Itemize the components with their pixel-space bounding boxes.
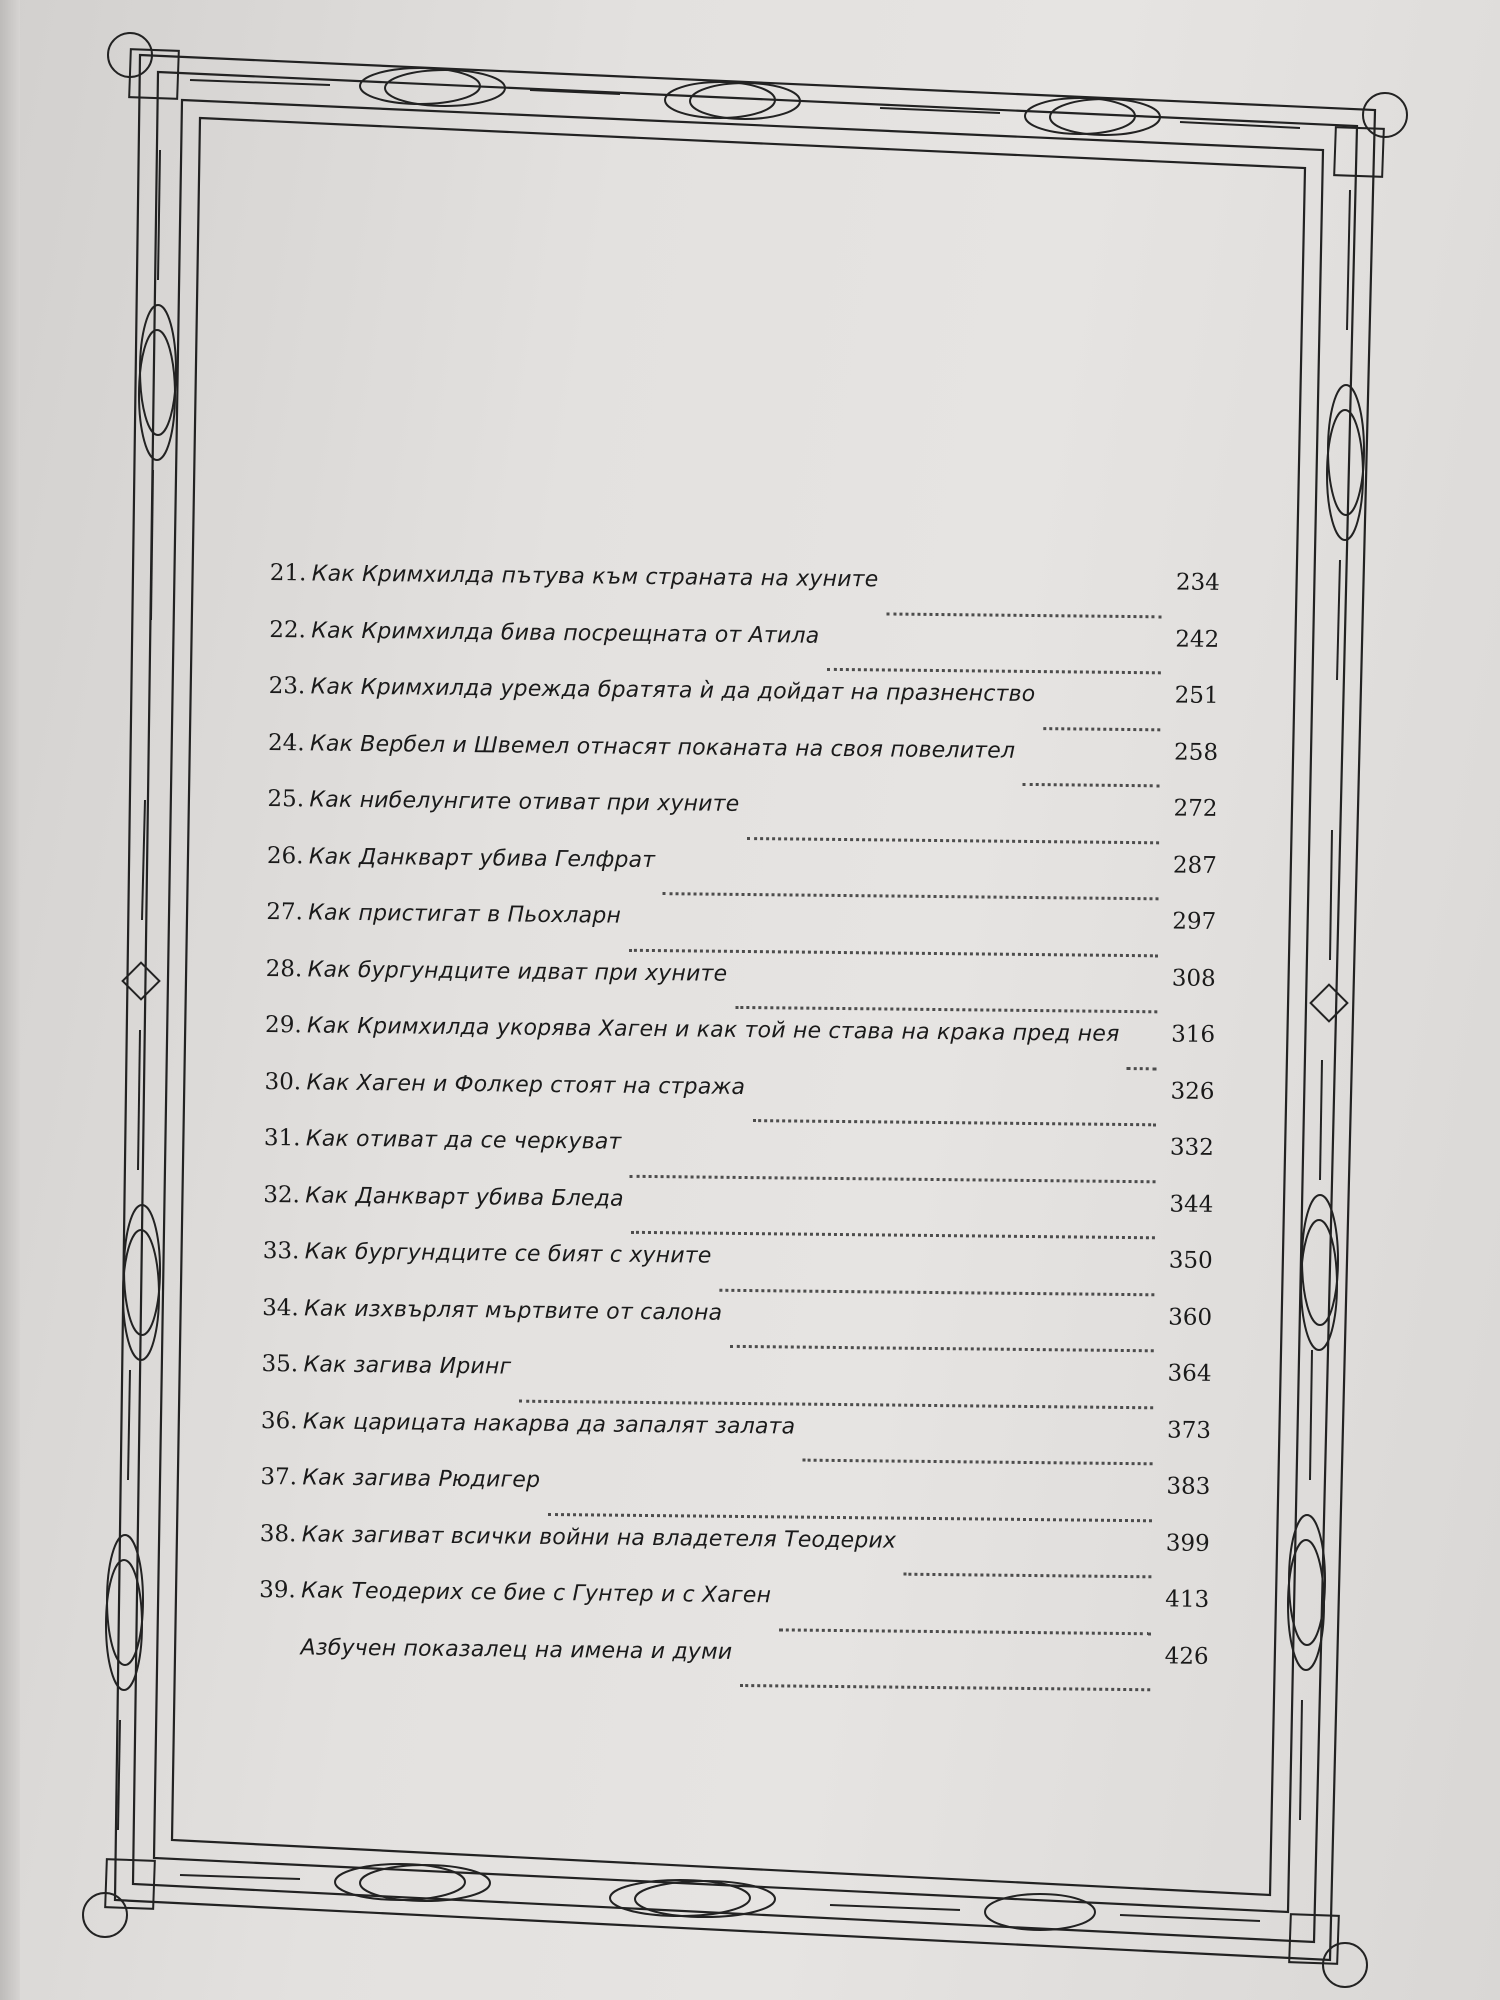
dot-leader	[663, 891, 1159, 900]
toc-entry	[259, 1520, 1210, 1586]
dot-leader	[747, 836, 1159, 844]
index-title: Азбучен показалец на имена и думи	[300, 1634, 733, 1665]
dot-leader	[719, 1287, 1154, 1296]
chapter-number: 23.	[268, 672, 306, 700]
toc-entry	[263, 1125, 1214, 1191]
toc-entry	[267, 786, 1218, 852]
chapter-number: 28.	[265, 955, 303, 982]
chapter-title: Как бургундците идват при хуните	[307, 956, 728, 987]
chapter-number: 22.	[269, 616, 306, 643]
chapter-number: 21.	[269, 560, 307, 587]
toc-entry	[263, 1181, 1214, 1247]
page-number: 344	[1169, 1190, 1214, 1218]
page-number: 383	[1166, 1473, 1211, 1500]
chapter-title: Как отиват да се черкуват	[305, 1126, 622, 1155]
toc-entry-index	[258, 1633, 1209, 1699]
chapter-title: Как Данкварт убива Гелфрат	[308, 843, 656, 873]
chapter-number: 33.	[262, 1237, 300, 1265]
table-of-contents	[258, 560, 1220, 1700]
dot-leader	[886, 611, 1161, 618]
toc-entry	[269, 560, 1220, 626]
toc-entry	[261, 1407, 1212, 1473]
page-number: 251	[1174, 682, 1219, 709]
dot-leader	[904, 1572, 1152, 1579]
toc-entry	[265, 1012, 1216, 1078]
toc-entry	[266, 899, 1217, 965]
dot-leader	[629, 947, 1158, 957]
toc-entry	[261, 1351, 1212, 1417]
toc-entry	[268, 729, 1219, 795]
chapter-number: 26.	[266, 842, 304, 869]
toc-entry	[259, 1577, 1210, 1643]
toc-entry	[262, 1294, 1213, 1360]
chapter-title: Как Теодерих се бие с Гунтер и с Хаген	[301, 1578, 772, 1609]
chapter-title: Как Кримхилда бива посрещната от Атила	[311, 617, 820, 649]
corner-knot-bottom-right-icon	[1289, 1914, 1367, 1987]
toc-entry	[264, 1068, 1215, 1134]
dot-leader	[1127, 1066, 1157, 1070]
chapter-title: Как нибелунгите отиват при хуните	[309, 787, 740, 817]
corner-knot-top-right-icon	[1334, 93, 1407, 177]
chapter-title: Как загиват всички войни на владетеля Теодерих	[301, 1521, 897, 1554]
chapter-title: Как бургундците се бият с хуните	[304, 1239, 712, 1269]
toc-entry	[265, 955, 1216, 1021]
page-number: 287	[1172, 851, 1217, 879]
page-number: 413	[1165, 1586, 1210, 1613]
dot-leader	[548, 1511, 1152, 1521]
chapter-number: 29.	[264, 1011, 302, 1039]
chapter-title: Как Кримхилда пътува към страната на хуните	[311, 561, 879, 593]
chapter-number: 27.	[266, 898, 304, 926]
corner-knot-bottom-left-icon	[83, 1859, 155, 1937]
toc-entry	[266, 842, 1217, 908]
dot-leader	[779, 1627, 1151, 1635]
page-number: 426	[1164, 1642, 1209, 1670]
dot-leader	[803, 1458, 1153, 1466]
chapter-number: 34.	[262, 1294, 299, 1321]
dot-leader	[519, 1398, 1153, 1409]
dot-leader	[1043, 726, 1160, 731]
corner-knot-top-left-icon	[108, 33, 179, 99]
chapter-title: Как Хаген и Фолкер стоят на стража	[306, 1069, 746, 1100]
page-number: 364	[1167, 1360, 1212, 1387]
chapter-number: 35.	[261, 1350, 299, 1378]
toc-entry	[260, 1464, 1211, 1530]
page-number: 308	[1171, 964, 1216, 992]
chapter-number: 36.	[260, 1407, 298, 1434]
chapter-number: 32.	[263, 1181, 301, 1208]
dot-leader	[629, 1173, 1155, 1183]
page-number: 399	[1165, 1529, 1210, 1557]
page-number: 272	[1173, 795, 1218, 822]
page-number: 373	[1166, 1416, 1212, 1444]
page-number: 326	[1170, 1077, 1215, 1105]
page-number: 297	[1172, 908, 1217, 935]
bottom-border-ornaments	[180, 1864, 1260, 1930]
toc-entry	[269, 616, 1220, 682]
page-number: 360	[1168, 1303, 1213, 1331]
page-number: 316	[1171, 1021, 1216, 1048]
chapter-title: Как Вербел и Швемел отнасят поканата на своя повелител	[309, 730, 1016, 764]
diamond-ornament-icon	[1311, 985, 1348, 1022]
chapter-title: Как Кримхилда урежда братята ѝ да дойдат на празненство	[310, 674, 1036, 708]
page-number: 332	[1169, 1134, 1215, 1161]
chapter-title: Как Кримхилда укорява Хаген и как той не става на крака пред нея	[306, 1013, 1120, 1047]
chapter-number: 24.	[267, 729, 305, 756]
chapter-number: 31.	[263, 1124, 301, 1152]
left-border-ornaments	[106, 150, 176, 1830]
chapter-title: Как загива Иринг	[303, 1352, 512, 1380]
chapter-number: 39.	[259, 1576, 296, 1604]
chapter-title: Как царицата накарва да запалят залата	[302, 1408, 796, 1440]
page-number: 350	[1168, 1247, 1213, 1274]
toc-entry	[262, 1238, 1213, 1304]
chapter-number: 37.	[260, 1463, 298, 1491]
chapter-number: 30.	[264, 1068, 302, 1095]
page-number: 234	[1175, 569, 1220, 596]
chapter-title: Как загива Рюдигер	[302, 1465, 541, 1493]
dot-leader	[827, 667, 1161, 674]
chapter-number: 38.	[259, 1520, 297, 1547]
page-number: 242	[1175, 625, 1220, 653]
chapter-title: Как Данкварт убива Бледа	[305, 1182, 624, 1212]
dot-leader	[631, 1230, 1155, 1239]
page-number: 258	[1173, 738, 1219, 766]
dot-leader	[730, 1344, 1154, 1352]
chapter-title: Как пристигат в Пьохларн	[308, 900, 622, 929]
dot-leader	[740, 1683, 1150, 1691]
chapter-number: 25.	[267, 785, 305, 813]
dot-leader	[753, 1118, 1156, 1126]
chapter-title: Как изхвърлят мъртвите от салона	[304, 1295, 723, 1326]
dot-leader	[1023, 782, 1160, 787]
toc-entry	[268, 673, 1219, 739]
dot-leader	[735, 1005, 1157, 1013]
